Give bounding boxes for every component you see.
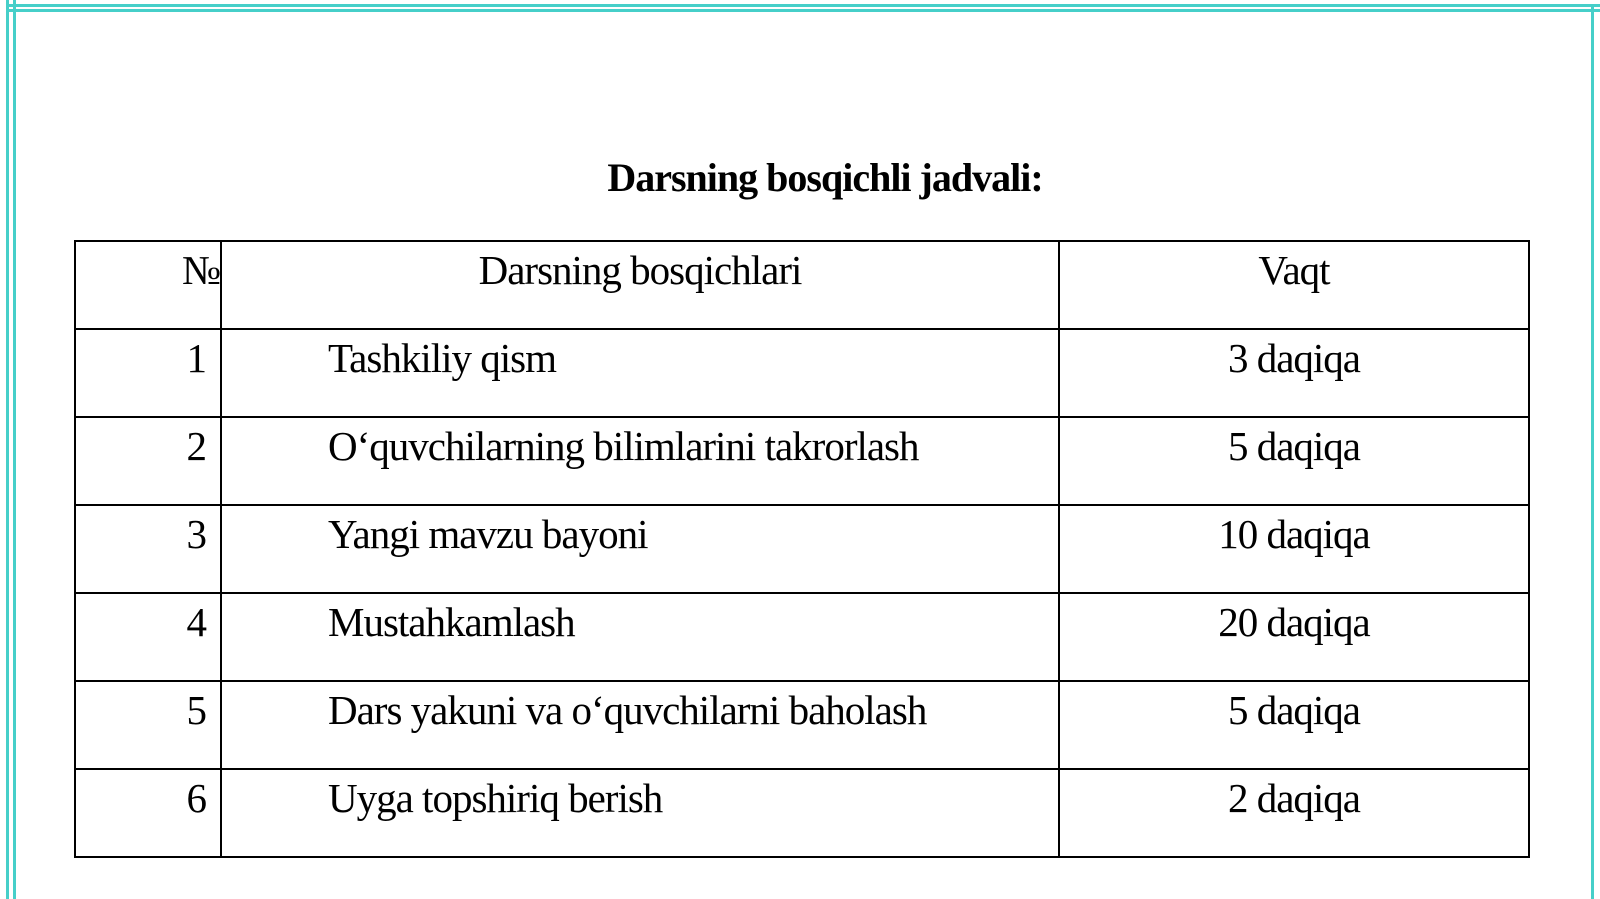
row-stage: Tashkiliy qism xyxy=(221,329,1059,417)
lesson-stages-table xyxy=(74,240,1530,858)
row-number: 5 xyxy=(75,681,221,769)
frame-left-border xyxy=(6,0,16,899)
row-time: 5 daqiqa xyxy=(1059,417,1529,505)
table-row xyxy=(75,769,1529,857)
table-row xyxy=(75,681,1529,769)
row-number: 1 xyxy=(75,329,221,417)
row-number: 2 xyxy=(75,417,221,505)
table-title: Darsning bosqichli jadvali: xyxy=(607,155,1043,200)
row-stage: Uyga topshiriq berish xyxy=(221,769,1059,857)
header-number: № xyxy=(75,241,221,329)
row-number: 4 xyxy=(75,593,221,681)
row-number: 3 xyxy=(75,505,221,593)
row-number: 6 xyxy=(75,769,221,857)
table-header-row xyxy=(75,241,1529,329)
row-stage: Yangi mavzu bayoni xyxy=(221,505,1059,593)
frame-right-border xyxy=(1591,4,1600,899)
frame-top-border xyxy=(6,4,1600,12)
table-row xyxy=(75,417,1529,505)
row-stage: O‘quvchilarning bilimlarini takrorlash xyxy=(221,417,1059,505)
table-row xyxy=(75,593,1529,681)
row-time: 2 daqiqa xyxy=(1059,769,1529,857)
header-stage: Darsning bosqichlari xyxy=(221,241,1059,329)
table-row xyxy=(75,329,1529,417)
row-stage: Mustahkamlash xyxy=(221,593,1059,681)
header-time: Vaqt xyxy=(1059,241,1529,329)
row-time: 20 daqiqa xyxy=(1059,593,1529,681)
row-stage: Dars yakuni va o‘quvchilarni baholash xyxy=(221,681,1059,769)
table-row xyxy=(75,505,1529,593)
row-time: 5 daqiqa xyxy=(1059,681,1529,769)
row-time: 3 daqiqa xyxy=(1059,329,1529,417)
row-time: 10 daqiqa xyxy=(1059,505,1529,593)
